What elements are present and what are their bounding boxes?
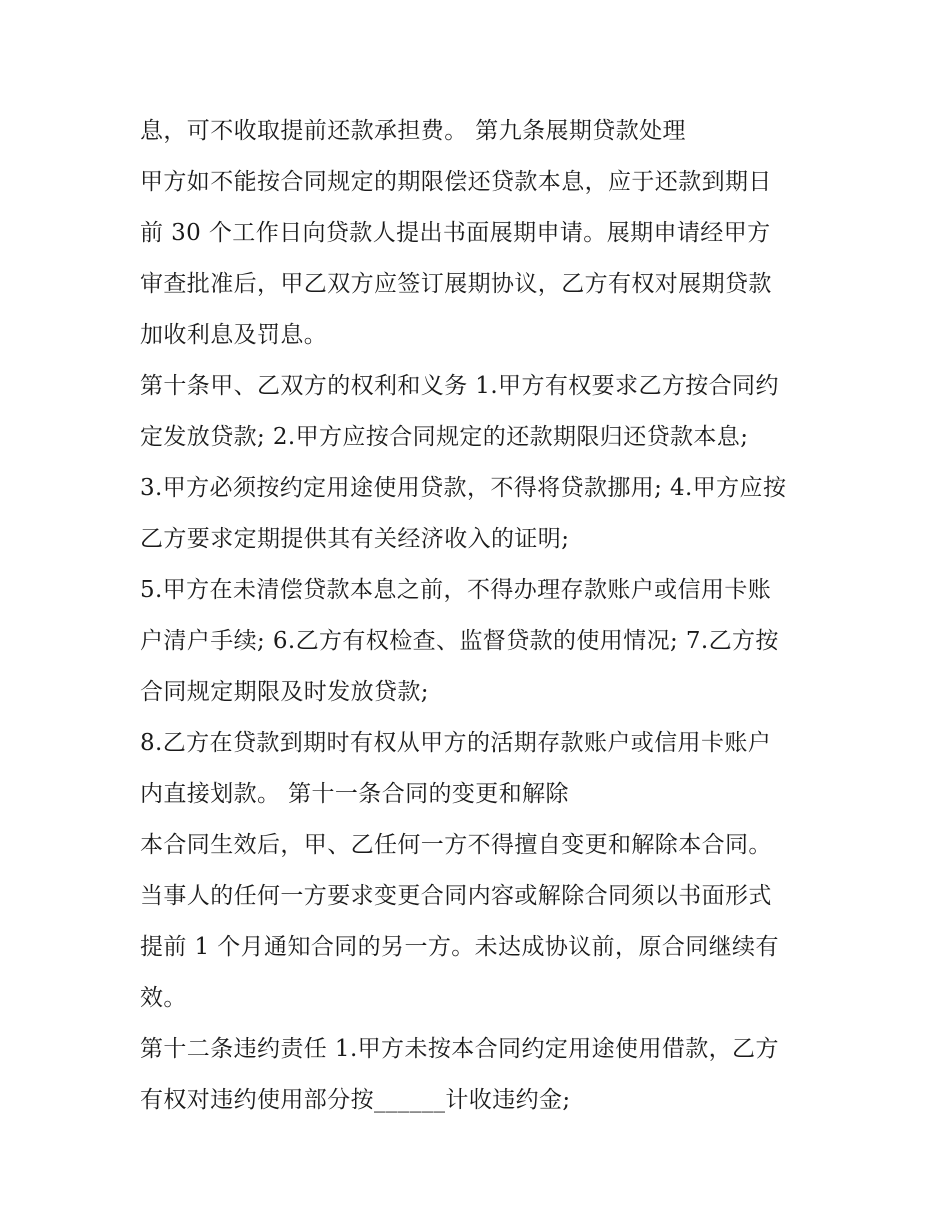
text-line: 8.乙方在贷款到期时有权从甲方的活期存款账户或信用卡账户: [140, 730, 772, 756]
text-line: 第十二条违约责任 1.甲方未按本合同约定用途使用借款，乙方: [140, 1036, 779, 1062]
text-line: 合同规定期限及时发放贷款;: [140, 679, 429, 705]
text-line: 乙方要求定期提供其有关经济收入的证明;: [140, 526, 570, 552]
text-line: 户清户手续; 6.乙方有权检查、监督贷款的使用情况; 7.乙方按: [140, 628, 779, 654]
text-line: 加收利息及罚息。: [140, 322, 328, 348]
text-line: 审查批准后，甲乙双方应签订展期协议，乙方有权对展期贷款: [140, 271, 772, 297]
text-line: 提前 1 个月通知合同的另一方。未达成协议前，原合同继续有: [140, 934, 779, 960]
text-line: 定发放贷款; 2.甲方应按合同规定的还款期限归还贷款本息;: [140, 424, 749, 450]
text-line: 息，可不收取提前还款承担费。 第九条展期贷款处理: [140, 118, 686, 144]
text-line: 3.甲方必须按约定用途使用贷款，不得将贷款挪用; 4.甲方应按: [140, 475, 787, 501]
text-line: 效。: [140, 985, 187, 1011]
text-line: 有权对违约使用部分按______计收违约金;: [140, 1087, 571, 1113]
text-line: 本合同生效后，甲、乙任何一方不得擅自变更和解除本合同。: [140, 832, 772, 858]
document-body: [140, 106, 830, 1126]
text-line: 前 30 个工作日向贷款人提出书面展期申请。展期申请经甲方: [140, 220, 771, 246]
text-line: 甲方如不能按合同规定的期限偿还贷款本息，应于还款到期日: [140, 169, 772, 195]
text-line: 5.甲方在未清偿贷款本息之前，不得办理存款账户或信用卡账: [140, 577, 772, 603]
text-line: 当事人的任何一方要求变更合同内容或解除合同须以书面形式: [140, 883, 772, 909]
text-line: 第十条甲、乙双方的权利和义务 1.甲方有权要求乙方按合同约: [140, 373, 779, 399]
text-line: 内直接划款。 第十一条合同的变更和解除: [140, 781, 569, 807]
